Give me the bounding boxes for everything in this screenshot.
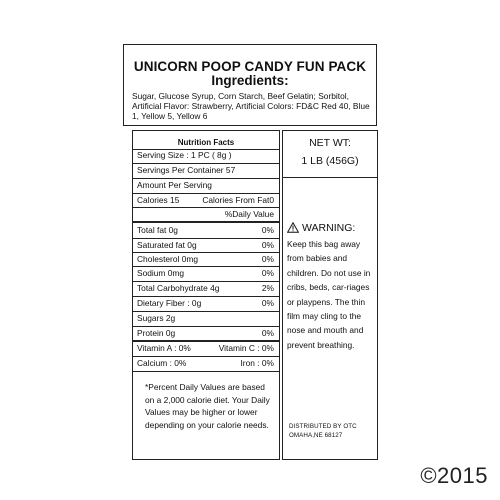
nutrient-row-total-fat	[133, 223, 279, 238]
net-weight-label: NET WT:	[309, 137, 351, 149]
calories-from-fat: Calories From Fat0	[202, 195, 274, 205]
nutrient-label: Total fat 0g	[137, 225, 178, 235]
warning-text: Keep this bag away from babies and children. Do not use in cribs, beds, car-riages or playpens. The thin film may cling to the nose and mouth and prevent breathing.	[287, 239, 371, 350]
mineral-row	[133, 356, 279, 371]
vitamin-a: Vitamin A : 0%	[137, 343, 191, 353]
nutrient-row-sodium	[133, 266, 279, 281]
servings-per-container-row	[133, 163, 279, 178]
nutrient-label: Cholesterol 0mg	[137, 254, 198, 264]
copyright-watermark: ©2015	[420, 463, 488, 488]
calories-row	[133, 193, 279, 208]
calcium: Calcium : 0%	[137, 358, 187, 368]
nutrient-value: 2%	[261, 283, 274, 293]
product-title: UNICORN POOP CANDY FUN PACK	[133, 59, 367, 74]
daily-value-header: %Daily Value	[224, 209, 274, 219]
nutrient-row-dietary-fiber	[133, 296, 279, 311]
nutrient-label: Sodium 0mg	[137, 268, 185, 278]
nutrient-label: Saturated fat 0g	[137, 240, 197, 250]
warning-heading-row	[287, 222, 375, 234]
nutrient-label: Dietary Fiber : 0g	[137, 298, 202, 308]
distributor-line-1: DISTRIBUTED BY OTC	[289, 423, 357, 430]
nutrition-facts-title: Nutrition Facts	[177, 138, 235, 147]
amount-per-serving: Amount Per Serving	[137, 180, 212, 190]
servings-per-container: Servings Per Container 57	[137, 165, 236, 175]
vitamin-c: Vitamin C : 0%	[218, 343, 274, 353]
serving-size-row	[133, 148, 279, 163]
nutrient-row-protein	[133, 326, 279, 341]
daily-value-header-row	[133, 207, 279, 222]
ingredients-panel	[123, 44, 377, 126]
nutrient-row-total-carbohydrate	[133, 281, 279, 296]
daily-value-footnote: *Percent Daily Values are based on a 2,000 calorie diet. Your Daily Values may be higher or lower depending on your calorie needs.	[145, 382, 270, 430]
nutrition-facts-panel	[132, 130, 280, 460]
nutrient-label: Protein 0g	[137, 328, 176, 338]
warning-triangle-icon	[287, 222, 299, 233]
ingredients-text: Sugar, Glucose Syrup, Corn Starch, Beef Gelatin; Sorbitol, Artificial Flavor: Strawberry, Artificial Colors: FD&C Red 40, Blue 1, Yellow 5, Yellow 6	[132, 91, 370, 121]
nutrient-value: 0%	[261, 225, 274, 235]
nutrient-value: 0%	[261, 298, 274, 308]
amount-per-serving-row	[133, 178, 279, 193]
nutrient-row-saturated-fat	[133, 238, 279, 253]
nutrient-row-cholesterol	[133, 252, 279, 267]
nutrient-value: 0%	[261, 240, 274, 250]
iron: Iron : 0%	[240, 358, 274, 368]
nutrient-value: 0%	[261, 328, 274, 338]
calories: Calories 15	[137, 195, 180, 205]
nutrient-value: 0%	[261, 254, 274, 264]
serving-size: Serving Size : 1 PC ( 8g )	[137, 150, 232, 160]
nutrient-value: 0%	[261, 268, 274, 278]
warning-heading: WARNING:	[302, 222, 356, 234]
net-weight-value: 1 LB (456G)	[301, 155, 359, 167]
ingredients-heading: Ingredients:	[211, 73, 289, 88]
nutrient-label: Total Carbohydrate 4g	[137, 283, 220, 293]
distributor-line-2: OMAHA,NE 68127	[289, 431, 343, 439]
nutrient-row-sugars	[133, 311, 279, 326]
distributor	[289, 423, 375, 440]
net-weight-warning-panel	[282, 130, 378, 460]
vitamin-row	[133, 341, 279, 356]
nutrient-label: Sugars 2g	[137, 313, 176, 323]
